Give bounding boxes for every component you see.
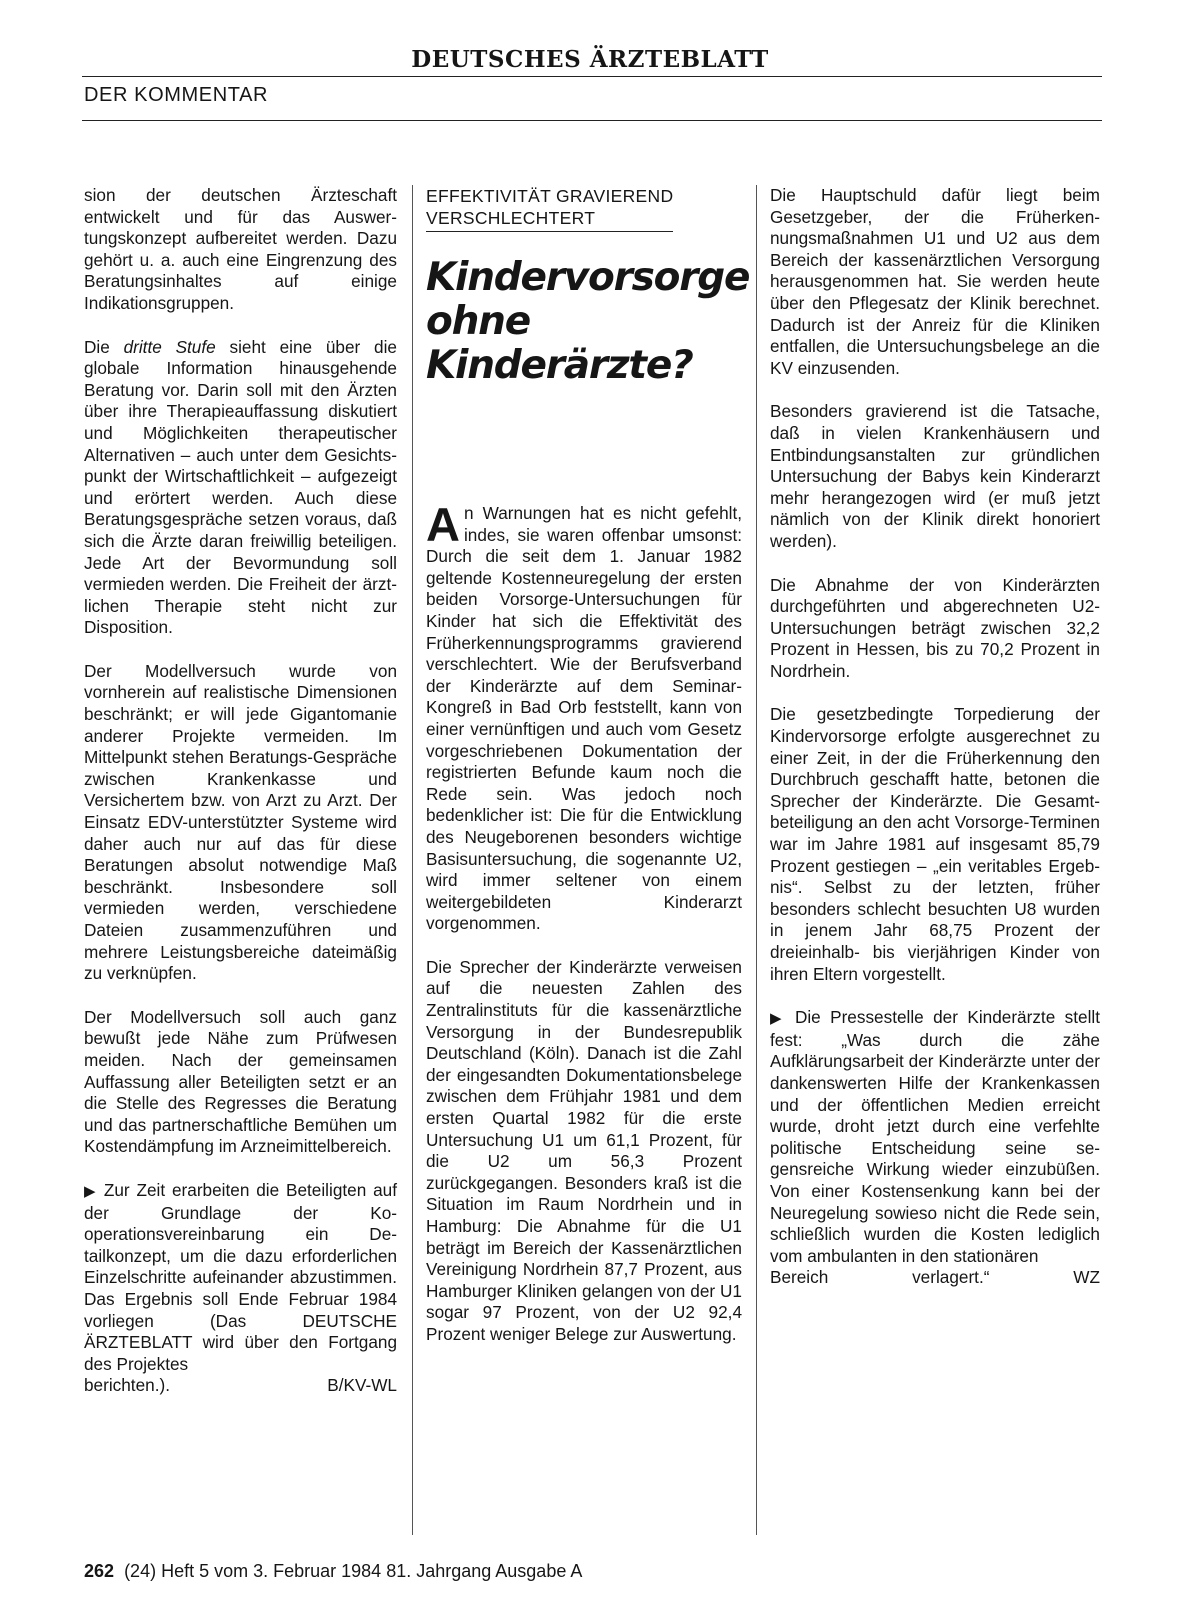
column-2 [426, 185, 750, 1368]
col1-paragraph-4: Der Modellversuch soll auch ganz bewußt jede Nähe zum Prüfwesen meiden. Nach der gemeinsamen Auffassung aller Beteiligten setzt er an die Stelle des Regresses die Beratung und das partnerschaftliche Bemühen um Kostendämpfung im Arzneimittelbereich. [84, 1006, 397, 1157]
col3-paragraph-4: Die gesetzbedingte Torpedierung der Kindervorsorge erfolgte ausgerechnet zu einer Zeit, in der die Früherkennung den Durchbruch geschafft hatte, betonen die Sprecher der Kinderärzte. Die Gesamtbeteiligung an den acht Vorsorge-Terminen war im Jahre 1981 auf insgesamt 85,79 Prozent gestiegen – „ein veritables Ergebnis“. Selbst zu der letzten, früher besonders schlecht besuchten U8 wurden in jenem Jahr 68,75 Prozent der dreieinhalb- bis vierjährigen Kinder von ihren Eltern vorgestellt. [770, 704, 1100, 984]
triangle-bullet-icon: ▶ [770, 1010, 795, 1028]
headline-line-1: Kindervorsorge [426, 255, 750, 300]
col1-paragraph-5 [84, 1180, 397, 1375]
col2-paragraph-1 [426, 498, 742, 935]
section-rule [82, 120, 1102, 121]
issue-info: (24) Heft 5 vom 3. Februar 1984 81. Jahrgang Ausgabe A [124, 1561, 583, 1581]
column-3 [770, 185, 1100, 1289]
col1-p2-lead: Die [84, 336, 124, 357]
page-footer [84, 1561, 582, 1582]
col1-p2-rest: sieht eine über die globale Information hinausgehende Beratung vor. Darin soll mit den Ärzten über ihre Therapieauffassung diskutiert und Möglichkeiten therapeutischer Alternativen – auch unter dem Gesichtspunkt der Wirtschaftlichkeit – aufgezeigt und erörtert werden. Auch diese Beratungsgespräche setzen voraus, daß sich die Ärzte daran freiwillig beteiligen. Jede Art der Bevormundung soll vermieden werden. Die Freiheit der ärztlichen Therapie steht nicht zur Disposition. [84, 336, 397, 638]
article-kicker [426, 185, 673, 232]
dritte-stufe-emphasis: dritte Stufe [123, 336, 216, 357]
kicker-line-2: VERSCHLECHTERT [426, 208, 596, 228]
col2-paragraph-2: Die Sprecher der Kinderärzte verweisen auf die neuesten Zahlen des Zentralinstituts für die kassenärztliche Versorgung in der Bundesrepublik Deutschland (Köln). Danach ist die Zahl der eingesandten Dokumentationsbelege zwischen dem Frühjahr 1981 und dem ersten Quartal 1982 für die erste Untersuchung U1 um 61,1 Prozent, für die U2 um 56,3 Prozent zurückgegangen. Besonders kraß ist die Situation im Raum Nordrhein und in Hamburg: Die Abnahme für die U1 beträgt im Bereich der Kassenärztlichen Vereinigung Nordrhein 87,7 Prozent, aus Hamburger Kliniken gelangen von der U1 sogar 97 Prozent, von der U2 92,4 Prozent weniger Belege zur Auswertung. [426, 956, 742, 1344]
column-divider-2 [756, 185, 757, 1535]
col1-p5-text: Zur Zeit erarbeiten die Beteiligten auf der Grundlage der Kooperationsvereinbarung ein Detailkonzept, um die dazu erforderlichen Einzelschritte aufeinander abzustimmen. Das Ergebnis soll Ende Februar 1984 vorliegen (Das DEUTSCHE ÄRZTEBLATT wird über den Fortgang des Projektes [84, 1179, 398, 1374]
col3-signature-line [770, 1267, 1100, 1289]
triangle-bullet-icon: ▶ [84, 1182, 104, 1200]
col3-paragraph-3: Die Abnahme der von Kinderärzten durchgeführten und abgerechneten U2-Untersuchungen beträgt zwischen 32,2 Prozent in Hessen, bis zu 70,2 Prozent in Nordrhein. [770, 574, 1100, 681]
author-signature-2: WZ [1073, 1267, 1100, 1288]
drop-cap: A [426, 498, 460, 551]
article-headline [426, 255, 750, 388]
headline-line-3: Kinderärzte? [426, 343, 693, 388]
col1-signature-line [84, 1375, 397, 1397]
col1-p5-last: berichten.). [84, 1375, 170, 1396]
col3-paragraph-1: Die Hauptschuld dafür liegt beim Gesetzgeber, der die Früherkennungsmaßnahmen U1 und U2 aus dem Bereich der kassenärztlichen Versorgung herausgenommen hat. Sie werden heute über den Pflegesatz der Klinik berechnet. Dadurch ist der Anreiz für die Kliniken entfallen, die Untersuchungsbelege an die KV einzusenden. [770, 185, 1100, 378]
col3-p5-last: Bereich verlagert.“ [770, 1267, 990, 1288]
col1-paragraph-3: Der Modellversuch wurde von vornherein auf realistische Dimensionen beschränkt; er will jede Gigantomanie anderer Projekte vermeiden. Im Mittelpunkt stehen Beratungs-Gespräche zwischen Krankenkasse und Versichertem bzw. von Arzt zu Arzt. Der Einsatz EDV-unterstützter Systeme wird daher auch nur auf das für diese Beratungen absolut notwendige Maß beschränkt. Insbesondere soll vermieden werden, verschiedene Dateien zusammenzuführen und mehrere Leistungsbereiche dateimäßig zu verknüpfen. [84, 660, 397, 984]
kicker-line-1: EFFEKTIVITÄT GRAVIEREND [426, 186, 674, 206]
masthead-rule [82, 76, 1102, 77]
col3-p5-text: Die Pressestelle der Kinderärzte stellt fest: „Was durch die zähe Aufklärungsarbeit der Kinderärzte unter der dankenswerten Hilfe der Krankenkassen und der öffentlichen Medien erreicht wurde, droht jetzt durch eine verfehlte politische Entscheidung seine segensreiche Wirkung wieder einzubüßen. Von einer Kostensenkung kann bei der Neuregelung sowieso nicht die Rede sein, schließlich wurden die Kosten lediglich vom ambulanten in den stationären [770, 1007, 1100, 1266]
column-divider-1 [412, 185, 413, 1535]
publication-masthead: DEUTSCHES ÄRZTEBLATT [411, 46, 769, 73]
col3-paragraph-5 [770, 1007, 1100, 1267]
col3-paragraph-2: Besonders gravierend ist die Tatsache, daß in vielen Krankenhäusern und Entbindungsanstalten zur gründlichen Untersuchung der Babys kein Kinderarzt mehr herangezogen wird (er muß jetzt nämlich von der Klinik direkt honoriert werden). [770, 401, 1100, 551]
headline-line-2: ohne [426, 299, 530, 344]
column-1 [84, 185, 397, 1397]
page-number: 262 [84, 1561, 115, 1581]
section-label: DER KOMMENTAR [84, 84, 269, 106]
col1-paragraph-1: sion der deutschen Ärzteschaft entwickelt und für das Auswertungskonzept aufbereitet werden. Dazu gehört u. a. auch eine Eingrenzung des Beratungsinhaltes auf einige Indikationsgruppen. [84, 185, 397, 313]
author-signature-1: B/KV-WL [327, 1375, 397, 1396]
col2-p1-text: n Warnungen hat es nicht gefehlt, indes, sie waren offenbar umsonst: Durch die seit dem 1. Januar 1982 geltende Kostenneuregelung der ersten beiden Vorsorge-Untersuchungen für Kinder hat sich die Effektivität des Früherkennungsprogramms gravierend verschlechtert. Wie der Berufsverband der Kinderärzte auf dem Seminar-Kongreß in Bad Orb feststellt, kann von einer vernünftigen und auch vom Gesetz vorgeschriebenen Dokumentation der registrierten Befunde kaum noch die Rede sein. Was jedoch noch bedenklicher ist: Die für die Entwicklung des Neugeborenen besonders wichtige Basisuntersuchung, die sogenannte U2, wird immer seltener von einem weitergebildeten Kinderarzt vorgenommen. [426, 503, 742, 934]
col1-paragraph-2 [84, 337, 397, 639]
